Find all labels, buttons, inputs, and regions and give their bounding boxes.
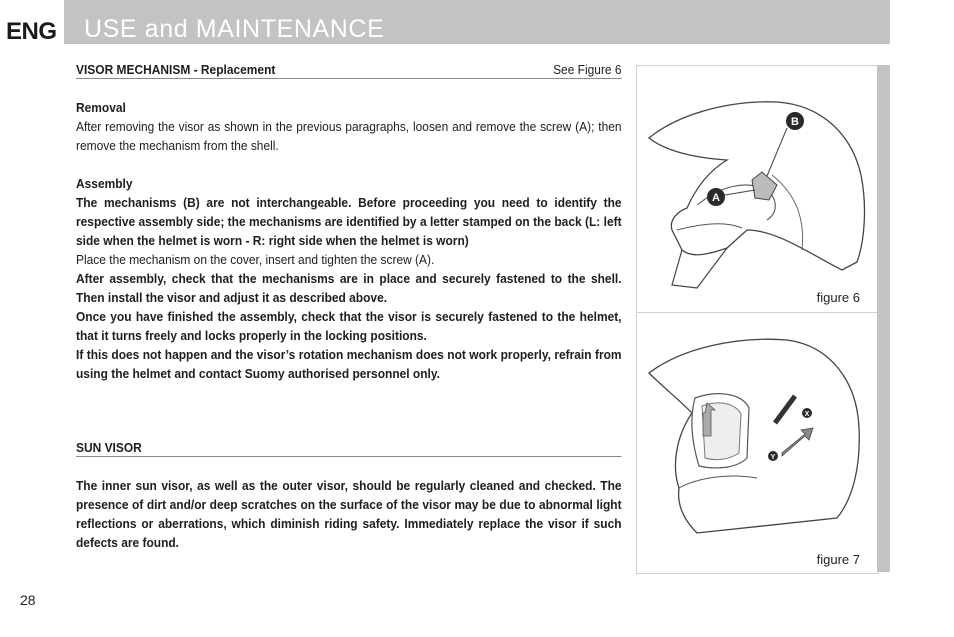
figure-7-helmet-illustration	[637, 328, 878, 543]
assembly-heading: Assembly	[76, 176, 133, 191]
main-text	[76, 62, 622, 552]
callout-y: Y	[770, 454, 776, 461]
figure-7-label: figure 7	[816, 552, 860, 567]
language-code: ENG	[6, 18, 57, 45]
callout-b: B	[791, 116, 799, 128]
assembly-refrain-text: If this does not happen and the visor’s rotation mechanism does not work properly, refrain from using the helmet and contact Suomy authorised personnel only.	[76, 347, 622, 381]
figures-panel	[636, 65, 879, 574]
sun-visor-text: The inner sun visor, as well as the outer visor, should be regularly cleaned and checked. The presence of dirt and/or deep scratches on the surface of the visor may be due to abnormal light reflections or aberrations, which diminish riding safety. Immediately replace the visor if such defects are found.	[76, 478, 622, 550]
removal-text: After removing the visor as shown in the previous paragraphs, loosen and remove the screw (A); then remove the mechanism from the shell.	[76, 119, 622, 153]
callout-a: A	[712, 192, 720, 204]
assembly-text: Place the mechanism on the cover, insert and tighten the screw (A).	[76, 252, 435, 267]
assembly-verify-text: Once you have finished the assembly, check that the visor is securely fastened to the helmet, that it turns freely and locks properly in the locking positions.	[76, 309, 622, 343]
sun-visor-heading	[76, 440, 622, 457]
header-bar	[64, 0, 890, 44]
section-title: VISOR MECHANISM - Replacement	[76, 62, 276, 77]
callout-x: X	[804, 411, 810, 418]
assembly-check-text: After assembly, check that the mechanisms are in place and securely fastened to the shell. Then install the visor and adjust it as described above.	[76, 271, 622, 305]
section-title: SUN VISOR	[76, 440, 142, 455]
page-number: 28	[20, 592, 36, 608]
page-title: USE and MAINTENANCE	[84, 15, 385, 43]
removal-heading: Removal	[76, 100, 126, 115]
figure-6-label: figure 6	[816, 290, 860, 305]
assembly-warning-text: The mechanisms (B) are not interchangeable. Before proceeding you need to identify the respective assembly side; the mechanisms are identified by a letter stamped on the back (L: left side when the helmet is worn - R: right side when the helmet is worn)	[76, 195, 622, 248]
visor-mechanism-heading	[76, 62, 622, 79]
figure-divider	[637, 312, 878, 313]
side-strip	[877, 65, 890, 572]
figure-6-helmet-illustration	[637, 80, 878, 295]
figure-reference: See Figure 6	[553, 62, 622, 77]
